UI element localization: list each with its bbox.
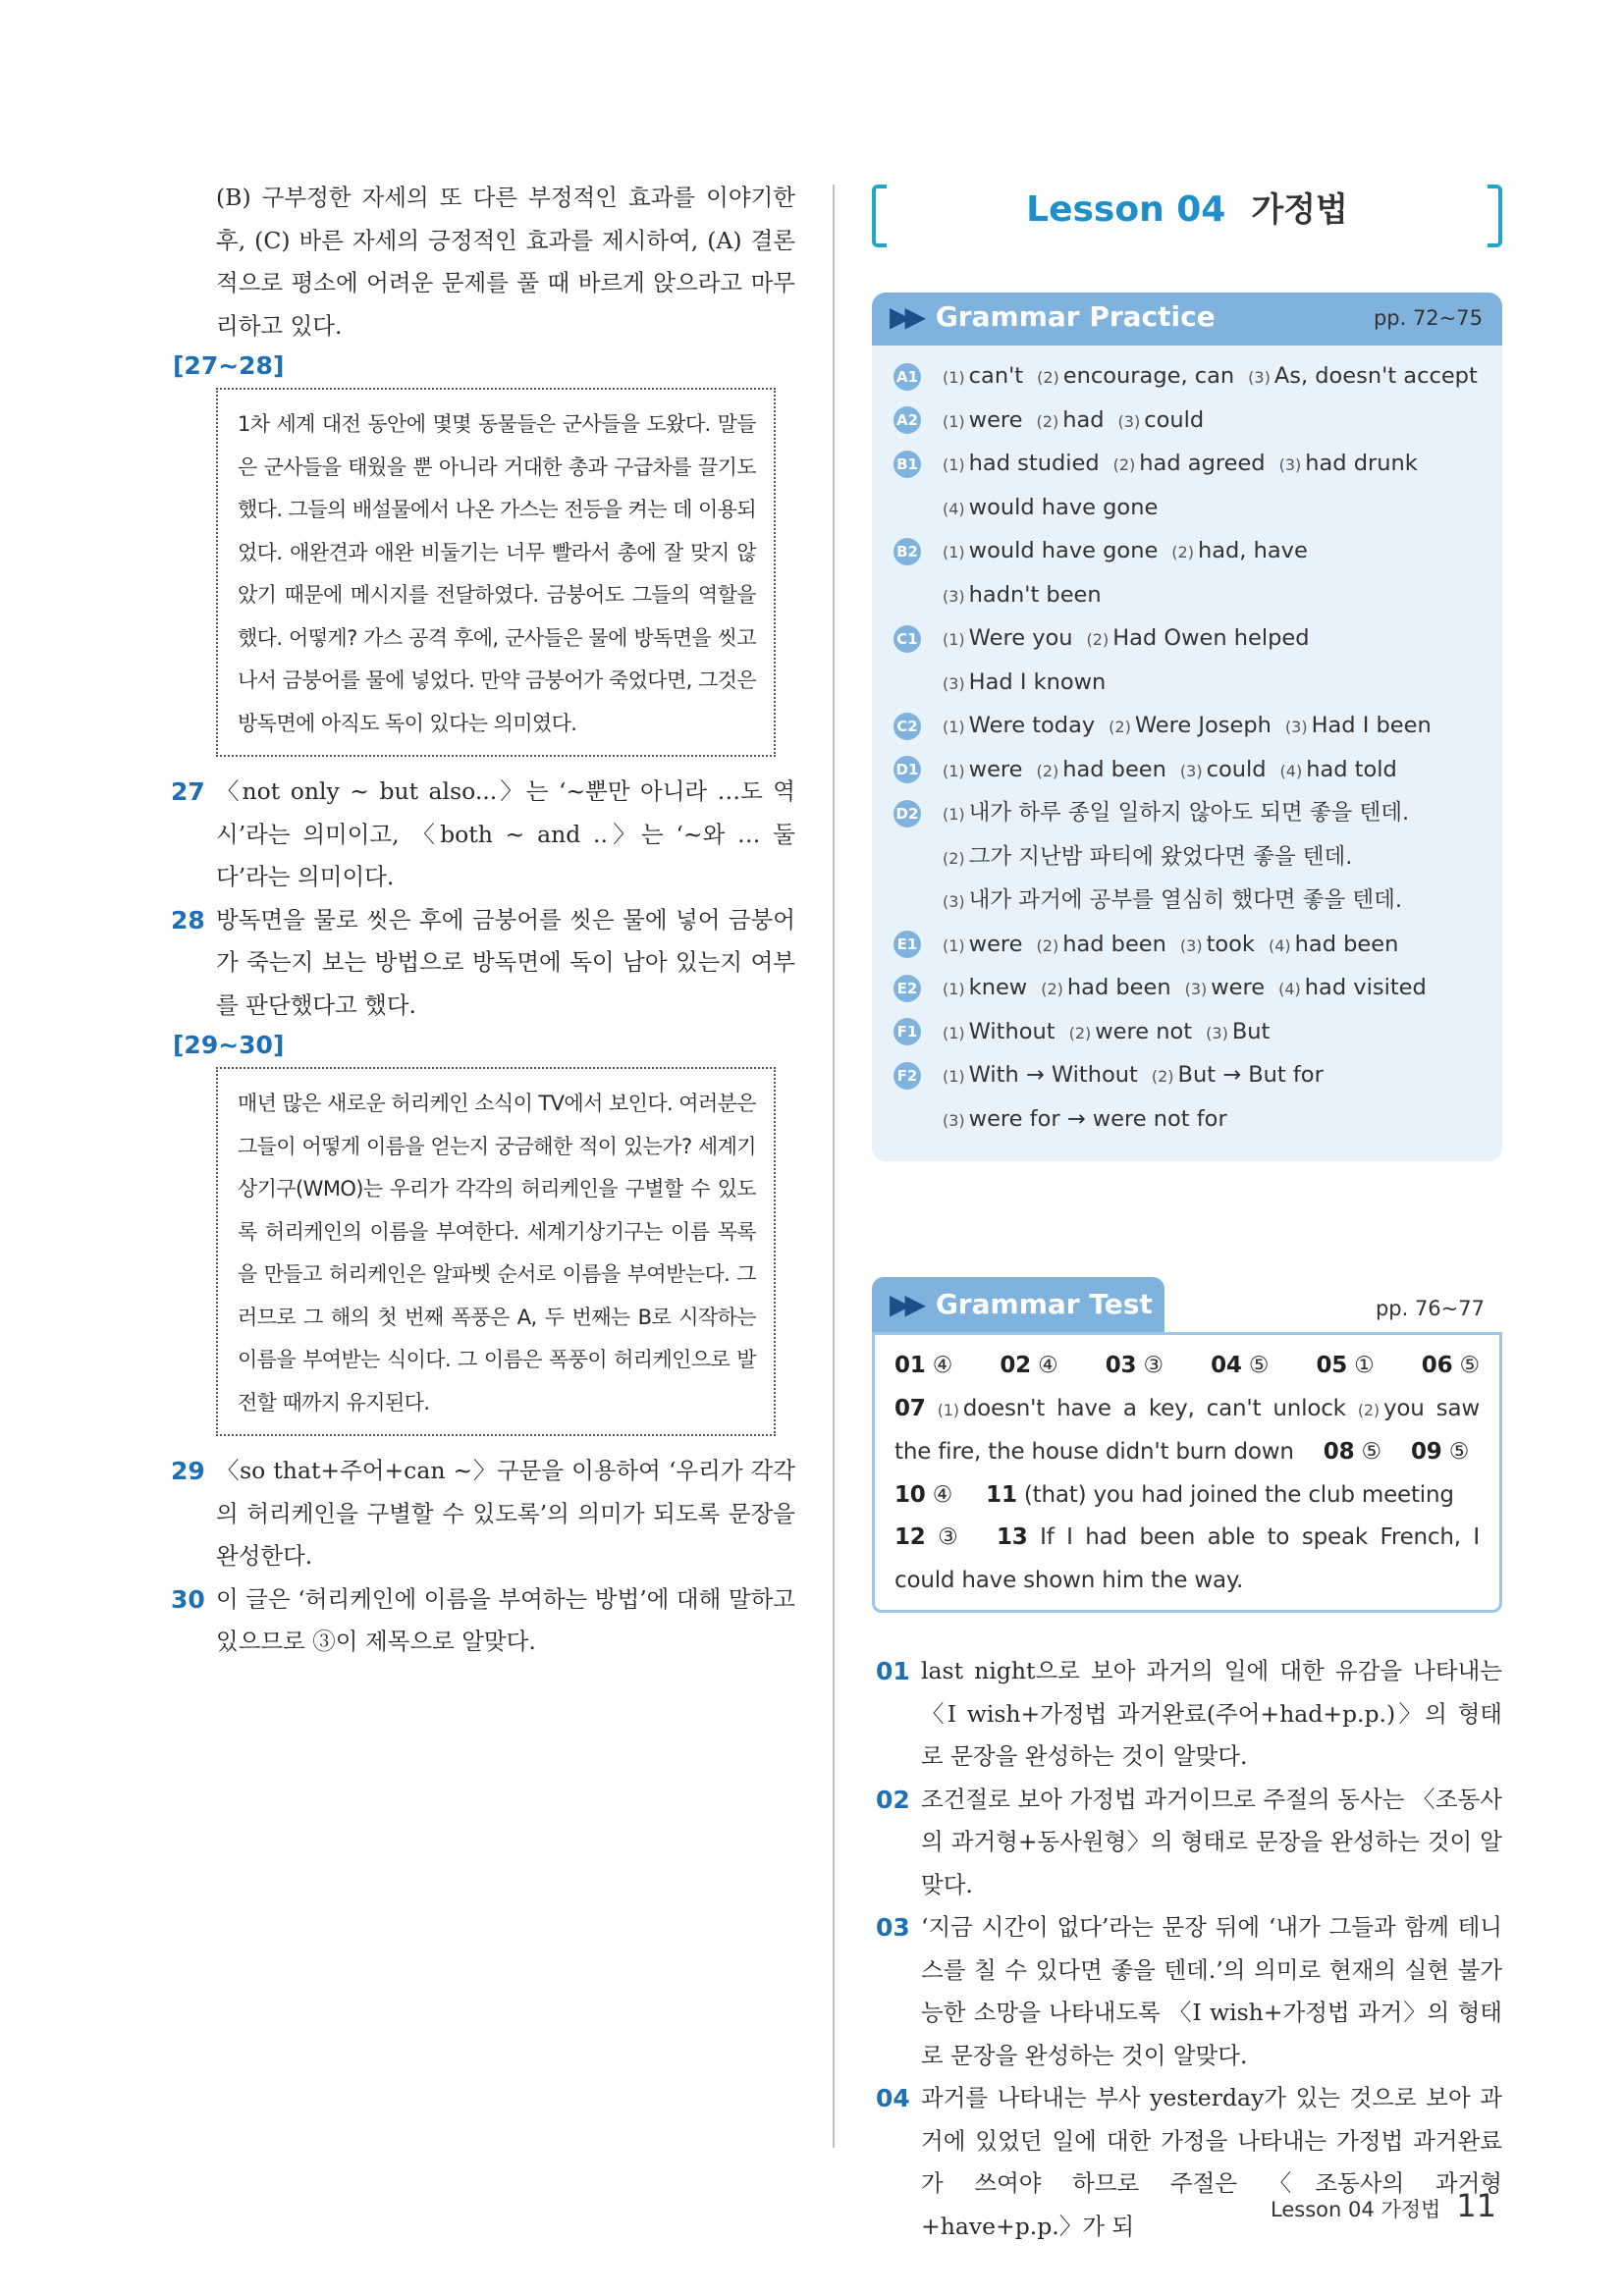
practice-answer-row bbox=[893, 400, 1487, 444]
row-id-cell bbox=[893, 574, 943, 618]
sub-number: (2) bbox=[1112, 455, 1136, 474]
explanation-item bbox=[872, 1906, 1502, 2077]
row-answers bbox=[943, 1011, 1487, 1055]
sub-number: (3) bbox=[943, 892, 965, 911]
grammar-test-section bbox=[872, 1277, 1502, 1613]
grammar-test-pages: pp. 76~77 bbox=[1375, 1297, 1485, 1320]
left-column bbox=[167, 177, 795, 1664]
answer-text: As, doesn't accept bbox=[1273, 363, 1478, 389]
answer-choice: ④ bbox=[1038, 1353, 1058, 1378]
exercise-badge: E2 bbox=[893, 975, 921, 1002]
sub-number: (2) bbox=[1151, 1067, 1174, 1086]
item-text: 과거를 나타내는 부사 yesterday가 있는 것으로 보아 과거에 있었던 일에 대한 가정을 나타내는 가정법 과거완료가 쓰여야 하므로 주절은 〈조동사의 과거형+have+p.p.〉가 되 bbox=[921, 2084, 1502, 2240]
row-answers bbox=[943, 749, 1487, 793]
answer-text: had been bbox=[1062, 756, 1166, 782]
sub-number: (2) bbox=[1357, 1400, 1380, 1419]
answer-text: Were today bbox=[968, 713, 1096, 738]
q-number: 07 bbox=[894, 1395, 926, 1421]
practice-answer-row bbox=[893, 792, 1487, 836]
grammar-practice-answers bbox=[872, 346, 1502, 1142]
row-id-cell bbox=[893, 880, 943, 924]
row-answers bbox=[943, 530, 1487, 574]
answer-choice: ① bbox=[1354, 1353, 1375, 1378]
answer-text: But → But for bbox=[1177, 1062, 1324, 1088]
answer-text: 내가 하루 종일 일하지 않아도 되면 좋을 텐데. bbox=[968, 800, 1410, 826]
test-answer bbox=[1422, 1345, 1480, 1388]
answer-text: could bbox=[1206, 756, 1267, 782]
double-chevron-icon: ▶▶ bbox=[890, 300, 921, 333]
row-answers bbox=[943, 1098, 1487, 1143]
explanation-item bbox=[872, 1779, 1502, 1907]
exercise-badge: A1 bbox=[893, 363, 921, 391]
answer-text: had told bbox=[1306, 756, 1397, 782]
item-text: 조건절로 보아 가정법 과거이므로 주절의 동사는 〈조동사의 과거형+동사원형〉의 형태로 문장을 완성하는 것이 알맞다. bbox=[921, 1785, 1502, 1898]
item-text: 이 글은 ‘허리케인에 이름을 부여하는 방법’에 대해 말하고 있으므로 ③이 제목으로 알맞다. bbox=[216, 1584, 795, 1655]
grammar-practice-title-text: Grammar Practice bbox=[935, 300, 1216, 333]
sub-number: (1) bbox=[943, 980, 965, 998]
row-answers bbox=[943, 705, 1487, 749]
sub-number: (3) bbox=[943, 673, 965, 693]
exercise-badge: C1 bbox=[893, 625, 921, 653]
answer-text: Had I been bbox=[1311, 713, 1432, 738]
exercise-badge: D1 bbox=[893, 756, 921, 783]
answer-text: Had I known bbox=[968, 668, 1107, 695]
row-id-cell bbox=[893, 1054, 943, 1098]
answer-text: doesn't have a key, can't unlock bbox=[962, 1395, 1346, 1421]
page-number: 11 bbox=[1456, 2187, 1496, 2224]
answer-choice: ④ bbox=[932, 1353, 953, 1378]
answer-text: were bbox=[968, 931, 1023, 957]
column-divider bbox=[833, 185, 835, 2148]
lesson-title bbox=[872, 183, 1502, 231]
answer-text: were bbox=[968, 406, 1023, 433]
sub-number: (1) bbox=[943, 543, 965, 561]
double-chevron-icon: ▶▶ bbox=[890, 1288, 921, 1320]
answer-text: (that) you had joined the club meeting bbox=[1023, 1481, 1454, 1508]
test-answer bbox=[1106, 1345, 1164, 1388]
answer-text: had been bbox=[1062, 931, 1166, 957]
answer-choice: ⑤ bbox=[1448, 1439, 1470, 1465]
sub-number: (1) bbox=[943, 1023, 965, 1042]
answer-text: were for → were not for bbox=[968, 1105, 1227, 1132]
item-text: 〈not only ~ but also...〉는 ‘~뿐만 아니라 …도 역시’라는 의미이고, 〈both ~ and ..〉는 ‘~와 … 둘 다’라는 의미이다. bbox=[216, 777, 795, 890]
answer-choice: ③ bbox=[938, 1524, 963, 1550]
practice-answer-row bbox=[893, 1054, 1487, 1098]
exercise-badge: B2 bbox=[893, 538, 921, 565]
row-id-cell bbox=[893, 400, 943, 444]
grammar-test-answers bbox=[872, 1332, 1502, 1613]
answer-text: were not bbox=[1095, 1018, 1193, 1044]
answer-text: had drunk bbox=[1305, 451, 1418, 476]
sub-number: (4) bbox=[1279, 761, 1303, 780]
sub-number: (3) bbox=[1179, 761, 1203, 780]
grammar-practice-pages: pp. 72~75 bbox=[1373, 306, 1483, 330]
answer-text: can't bbox=[968, 363, 1024, 389]
row-answers bbox=[943, 792, 1487, 836]
row-answers bbox=[943, 880, 1487, 924]
practice-answer-row bbox=[893, 443, 1487, 487]
page-footer bbox=[1271, 2187, 1496, 2224]
row-answers bbox=[943, 617, 1487, 662]
q-number: 10 bbox=[894, 1481, 926, 1508]
sub-number: (3) bbox=[943, 586, 965, 606]
practice-answer-row bbox=[893, 1011, 1487, 1055]
answer-text: were bbox=[1211, 975, 1266, 1000]
sub-number: (1) bbox=[943, 368, 965, 387]
answer-text: could bbox=[1144, 406, 1205, 433]
answer-text: knew bbox=[968, 975, 1028, 1000]
answer-text: 내가 과거에 공부를 열심히 했다면 좋을 텐데. bbox=[968, 887, 1402, 913]
sub-number: (1) bbox=[943, 935, 965, 955]
answer-choice: ⑤ bbox=[1248, 1353, 1270, 1378]
test-answer bbox=[1000, 1345, 1057, 1388]
row-id-cell bbox=[893, 749, 943, 793]
sub-number: (2) bbox=[943, 848, 965, 868]
row-id-cell bbox=[893, 355, 943, 400]
sub-number: (1) bbox=[943, 1067, 965, 1086]
item-number: 30 bbox=[171, 1584, 205, 1614]
row-id-cell bbox=[893, 530, 943, 574]
exercise-badge: C2 bbox=[893, 713, 921, 740]
answer-text: were bbox=[968, 756, 1023, 782]
answer-text: had been bbox=[1294, 931, 1399, 957]
item-number: 28 bbox=[171, 905, 205, 934]
row-id-cell bbox=[893, 1098, 943, 1143]
item-number: 04 bbox=[876, 2084, 910, 2112]
answer-text: If I had been able to speak French, I could have shown him the way. bbox=[894, 1524, 1480, 1593]
answer-text: had been bbox=[1066, 975, 1171, 1000]
explanation-item bbox=[167, 1578, 795, 1664]
lesson-topic: 가정법 bbox=[1251, 190, 1348, 230]
practice-answer-row bbox=[893, 487, 1487, 531]
q-number: 06 bbox=[1421, 1353, 1453, 1378]
section-label-27-28: [27~28] bbox=[173, 351, 285, 380]
sub-number: (2) bbox=[1036, 935, 1059, 955]
practice-answer-row bbox=[893, 924, 1487, 968]
test-answer bbox=[1316, 1345, 1374, 1388]
exercise-badge: F2 bbox=[893, 1062, 921, 1090]
practice-answer-row bbox=[893, 749, 1487, 793]
row-id-cell bbox=[893, 967, 943, 1011]
q-number: 04 bbox=[1211, 1353, 1242, 1378]
answer-text: had visited bbox=[1304, 975, 1427, 1000]
sub-number: (2) bbox=[1036, 761, 1059, 780]
explanation-item bbox=[872, 1650, 1502, 1779]
sub-number: (2) bbox=[1037, 368, 1059, 387]
sub-number: (4) bbox=[1278, 980, 1301, 998]
sub-number: (3) bbox=[1278, 455, 1302, 474]
item-number: 27 bbox=[171, 777, 205, 806]
explanation-item bbox=[167, 899, 795, 1028]
item-text: ‘지금 시간이 없다’라는 문장 뒤에 ‘내가 그들과 함께 테니스를 칠 수 있다면 좋을 텐데.’의 의미로 현재의 실현 불가능한 소망을 나타내도록 〈I wish+가정법 과거〉의 형태로 문장을 완성하는 것이 알맞다. bbox=[921, 1913, 1502, 2069]
grammar-practice-panel bbox=[872, 293, 1502, 1161]
right-column bbox=[872, 177, 1502, 2248]
sub-number: (3) bbox=[943, 1110, 965, 1130]
answer-text: Were Joseph bbox=[1134, 713, 1272, 738]
translation-box-29-30: 매년 많은 새로운 허리케인 소식이 TV에서 보인다. 여러분은 그들이 어떻게 이름을 얻는지 궁금해한 적이 있는가? 세계기상기구(WMO)는 우리가 각각의 허리케인을 구별할 수 있도록 허리케인의 이름을 부여한다. 세계기상기구는 이름 목록을 만들고 허리케인은 알파벳 순서로 이름을 부여받는다. 그러므로 그 해의 첫 번째 폭풍은 A, 두 번째는 B로 시작하는 이름을 부여받는 식이다. 그 이름은 폭풍이 허리케인으로 발전할 때까지 유지된다. bbox=[216, 1067, 776, 1436]
practice-answer-row bbox=[893, 880, 1487, 924]
answer-text: would have gone bbox=[968, 494, 1159, 520]
row-id-cell bbox=[893, 836, 943, 881]
sub-number: (1) bbox=[943, 455, 965, 474]
item-number: 01 bbox=[876, 1657, 910, 1685]
answer-text: had studied bbox=[968, 451, 1100, 476]
answer-text: Without bbox=[968, 1018, 1056, 1044]
practice-answer-row bbox=[893, 355, 1487, 400]
sub-number: (3) bbox=[1117, 411, 1141, 431]
row-id-cell bbox=[893, 924, 943, 968]
row-id-cell bbox=[893, 662, 943, 706]
practice-answer-row bbox=[893, 574, 1487, 618]
test-answer bbox=[1211, 1345, 1269, 1388]
sub-number: (2) bbox=[1041, 980, 1063, 998]
q-number: 08 bbox=[1323, 1439, 1355, 1465]
sub-number: (1) bbox=[943, 718, 965, 736]
q-number: 11 bbox=[986, 1481, 1017, 1508]
explanation-item bbox=[167, 771, 795, 899]
grammar-test-tab bbox=[872, 1277, 1164, 1332]
row-answers bbox=[943, 967, 1487, 1011]
row-answers bbox=[943, 487, 1487, 531]
right-bracket-icon bbox=[1488, 185, 1502, 247]
sub-number: (1) bbox=[943, 630, 965, 649]
row-answers bbox=[943, 1054, 1487, 1098]
sub-number: (1) bbox=[943, 411, 965, 431]
answer-text: But bbox=[1231, 1018, 1271, 1044]
test-answer bbox=[894, 1345, 952, 1388]
row-id-cell bbox=[893, 792, 943, 836]
answer-07 bbox=[894, 1388, 1480, 1474]
sub-number: (2) bbox=[1068, 1023, 1092, 1042]
exercise-badge: F1 bbox=[893, 1018, 921, 1045]
item-text: last night으로 보아 과거의 일에 대한 유감을 나타내는 〈I wish+가정법 과거완료(주어+had+p.p.)〉의 형태로 문장을 완성하는 것이 알맞다. bbox=[921, 1657, 1502, 1770]
sub-number: (3) bbox=[1206, 1023, 1228, 1042]
answer-choice: ⑤ bbox=[1459, 1353, 1480, 1378]
lesson-header bbox=[872, 177, 1502, 259]
sub-number: (3) bbox=[1179, 935, 1203, 955]
lesson-number: Lesson 04 bbox=[1026, 189, 1226, 230]
sub-number: (2) bbox=[1086, 630, 1110, 649]
row-id-cell bbox=[893, 705, 943, 749]
answer-text: took bbox=[1206, 931, 1255, 957]
translation-box-27-28: 1차 세계 대전 동안에 몇몇 동물들은 군사들을 도왔다. 말들은 군사들을 태웠을 뿐 아니라 거대한 총과 구급차를 끌기도 했다. 그들의 배설물에서 나온 가스는 전등을 켜는 데 이용되었다. 애완견과 애완 비둘기는 너무 빨라서 총에 잘 맞지 않았기 때문에 메시지를 전달하였다. 금붕어도 그들의 역할을 했다. 어떻게? 가스 공격 후에, 군사들은 물에 방독면을 씻고 나서 금붕어를 물에 넣었다. 만약 금붕어가 죽었다면, 그것은 방독면에 아직도 독이 있다는 의미였다. bbox=[216, 388, 776, 757]
sub-number: (2) bbox=[1109, 718, 1131, 736]
q-number: 01 bbox=[894, 1353, 926, 1378]
answer-text: Were you bbox=[968, 625, 1073, 651]
item-number: 29 bbox=[171, 1457, 205, 1485]
footer-lesson: Lesson 04 가정법 bbox=[1271, 2198, 1441, 2221]
item-number: 02 bbox=[876, 1785, 910, 1814]
exercise-badge: A2 bbox=[893, 406, 921, 434]
sub-number: (2) bbox=[1171, 543, 1194, 561]
answer-text: encourage, can bbox=[1062, 363, 1235, 389]
practice-answer-row bbox=[893, 662, 1487, 706]
item-text: 방독면을 물로 씻은 후에 금붕어를 씻은 물에 넣어 금붕어가 죽는지 보는 방법으로 방독면에 독이 남아 있는지 여부를 판단했다고 했다. bbox=[216, 905, 795, 1019]
item-number: 03 bbox=[876, 1913, 910, 1942]
sub-number: (1) bbox=[937, 1400, 959, 1419]
row-answers bbox=[943, 574, 1487, 618]
row-answers bbox=[943, 662, 1487, 706]
row-id-cell bbox=[893, 443, 943, 487]
row-answers bbox=[943, 924, 1487, 968]
answer-text: had bbox=[1062, 406, 1105, 433]
exercise-badge: D2 bbox=[893, 800, 921, 828]
answer-choice: ③ bbox=[1143, 1353, 1164, 1378]
sub-number: (3) bbox=[1284, 718, 1308, 736]
grammar-test-row1 bbox=[894, 1345, 1480, 1388]
grammar-test-header bbox=[872, 1277, 1502, 1332]
answer-text: you saw the fire, the house didn't burn down bbox=[894, 1395, 1480, 1465]
items-27-28 bbox=[167, 771, 795, 1027]
sub-number: (1) bbox=[943, 761, 965, 780]
q-number: 09 bbox=[1410, 1439, 1442, 1465]
answer-text: 그가 지난밤 파티에 왔었다면 좋을 텐데. bbox=[968, 843, 1353, 870]
practice-answer-row bbox=[893, 530, 1487, 574]
sub-number: (4) bbox=[1268, 935, 1291, 955]
row-answers bbox=[943, 355, 1487, 400]
practice-answer-row bbox=[893, 617, 1487, 662]
q-number: 02 bbox=[1000, 1353, 1031, 1378]
explanation-item bbox=[167, 1450, 795, 1578]
exercise-badge: B1 bbox=[893, 451, 921, 478]
row-id-cell bbox=[893, 1011, 943, 1055]
items-29-30 bbox=[167, 1450, 795, 1664]
grammar-test-explanations bbox=[872, 1650, 1502, 2248]
answer-choice: ④ bbox=[932, 1481, 953, 1508]
sub-number: (4) bbox=[943, 499, 965, 518]
sub-number: (1) bbox=[943, 805, 965, 824]
q-number: 03 bbox=[1105, 1353, 1137, 1378]
q-number: 05 bbox=[1316, 1353, 1348, 1378]
item-text: 〈so that+주어+can ~〉구문을 이용하여 ‘우리가 각각의 허리케인을 구별할 수 있도록’의 의미가 되도록 문장을 완성한다. bbox=[216, 1457, 795, 1570]
answer-text: had agreed bbox=[1139, 451, 1266, 476]
grammar-practice-title bbox=[890, 300, 1216, 333]
practice-answer-row bbox=[893, 836, 1487, 881]
row-id-cell bbox=[893, 617, 943, 662]
exercise-badge: E1 bbox=[893, 931, 921, 958]
sub-number: (3) bbox=[1184, 980, 1208, 998]
answer-text: Had Owen helped bbox=[1112, 625, 1310, 651]
answer-text: hadn't been bbox=[968, 581, 1102, 608]
section-label-29-30: [29~30] bbox=[173, 1031, 285, 1059]
grammar-practice-header bbox=[872, 293, 1502, 346]
row-id-cell bbox=[893, 487, 943, 531]
intro-paragraph: (B) 구부정한 자세의 또 다른 부정적인 효과를 이야기한 후, (C) 바른 자세의 긍정적인 효과를 제시하여, (A) 결론적으로 평소에 어려운 문제를 풀 때 바르게 앉으라고 마무리하고 있다. bbox=[216, 184, 795, 340]
sub-number: (3) bbox=[1248, 368, 1271, 387]
answer-text: With → Without bbox=[968, 1062, 1138, 1088]
answer-text: would have gone bbox=[968, 538, 1159, 563]
row-answers bbox=[943, 836, 1487, 881]
answer-12-13 bbox=[894, 1517, 1480, 1602]
answer-choice: ⑤ bbox=[1361, 1439, 1381, 1465]
answer-text: had, have bbox=[1197, 538, 1308, 563]
practice-answer-row bbox=[893, 967, 1487, 1011]
row-answers bbox=[943, 443, 1487, 487]
sub-number: (2) bbox=[1036, 411, 1059, 431]
q-number: 13 bbox=[996, 1524, 1028, 1550]
practice-answer-row bbox=[893, 705, 1487, 749]
row-answers bbox=[943, 400, 1487, 444]
practice-answer-row bbox=[893, 1098, 1487, 1143]
q-number: 12 bbox=[894, 1524, 926, 1550]
answer-10-11 bbox=[894, 1474, 1480, 1518]
grammar-test-title: Grammar Test bbox=[935, 1288, 1153, 1320]
